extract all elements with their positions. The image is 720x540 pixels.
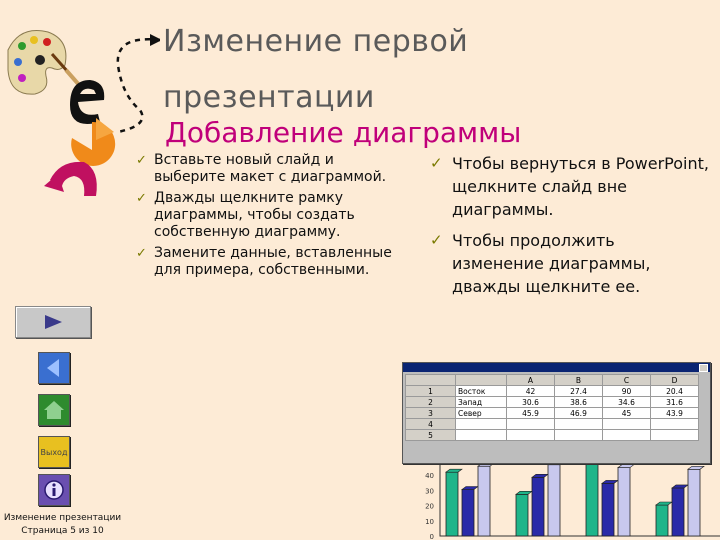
bullet-item: ✓ Вставьте новый слайд и выберите макет с диаграммой. [136, 152, 387, 185]
data-cell[interactable]: 46.9 [555, 408, 603, 419]
y-tick-label: 20 [425, 502, 434, 511]
footer [0, 512, 125, 538]
chart-bar[interactable] [462, 489, 474, 536]
chart-bar-top [516, 491, 532, 494]
chart-bar-top [602, 480, 618, 483]
bullet-item: ✓ Дважды щелкните рамку диаграммы, чтобы создать собственную диаграмму. [136, 190, 355, 240]
bullet-item: ✓ Чтобы продолжить изменение диаграммы, дважды щелкните ее. [430, 231, 651, 296]
checkmark-icon: ✓ [136, 153, 147, 168]
slide-subtitle: Добавление диаграммы [165, 116, 522, 149]
row-number-cell[interactable]: 1 [406, 386, 456, 397]
data-cell[interactable] [555, 430, 603, 441]
chart-bar[interactable] [688, 469, 700, 536]
row-number-cell[interactable]: 3 [406, 408, 456, 419]
datasheet-titlebar[interactable] [403, 363, 710, 372]
title-line-1: Изменение первой [163, 24, 469, 59]
column-header[interactable]: A [507, 375, 555, 386]
title-line-2: презентации [163, 80, 375, 115]
bullet-item: ✓ Чтобы вернуться в PowerPoint, щелкните слайд вне диаграммы. [430, 154, 709, 219]
data-cell[interactable]: 34.6 [603, 397, 651, 408]
datasheet-table[interactable] [405, 374, 699, 441]
chart-bar[interactable] [656, 505, 668, 536]
row-label-cell[interactable] [456, 430, 507, 441]
chart-bar[interactable] [672, 488, 684, 536]
column-header[interactable]: D [651, 375, 699, 386]
table-row[interactable] [406, 419, 699, 430]
table-row[interactable] [406, 408, 699, 419]
data-cell[interactable]: 27.4 [555, 386, 603, 397]
info-button[interactable] [38, 474, 70, 506]
table-row[interactable] [406, 397, 699, 408]
row-label-cell[interactable]: Север [456, 408, 507, 419]
checkmark-icon: ✓ [136, 191, 147, 206]
row-number-cell[interactable]: 2 [406, 397, 456, 408]
data-cell[interactable]: 20.4 [651, 386, 699, 397]
checkmark-icon: ✓ [430, 154, 443, 172]
data-cell[interactable]: 43.9 [651, 408, 699, 419]
column-header[interactable]: C [603, 375, 651, 386]
chart-bar[interactable] [478, 466, 490, 536]
row-label-cell[interactable] [456, 419, 507, 430]
data-cell[interactable]: 30.6 [507, 397, 555, 408]
data-cell[interactable] [603, 419, 651, 430]
data-cell[interactable] [507, 419, 555, 430]
home-button[interactable] [38, 394, 70, 426]
datasheet-header-row [406, 375, 699, 386]
slide-title [163, 14, 468, 126]
chart-bar-top [656, 502, 672, 505]
row-number-cell[interactable]: 5 [406, 430, 456, 441]
exit-button[interactable] [38, 436, 70, 468]
data-cell[interactable] [555, 419, 603, 430]
row-label-cell[interactable]: Восток [456, 386, 507, 397]
table-row[interactable] [406, 386, 699, 397]
info-icon [43, 479, 65, 501]
chart-bar[interactable] [618, 468, 630, 536]
data-cell[interactable] [651, 419, 699, 430]
y-tick-label: 40 [425, 472, 434, 481]
play-button[interactable] [15, 306, 91, 338]
play-icon [42, 314, 64, 330]
data-cell[interactable]: 31.6 [651, 397, 699, 408]
data-cell[interactable] [603, 430, 651, 441]
row-number-cell[interactable]: 4 [406, 419, 456, 430]
data-cell[interactable]: 45 [603, 408, 651, 419]
right-bullet-list [430, 152, 710, 306]
corner-cell[interactable] [406, 375, 456, 386]
checkmark-icon: ✓ [430, 231, 443, 249]
close-icon[interactable] [699, 364, 708, 372]
back-arrow-icon [43, 357, 65, 379]
chart-bar-top [618, 465, 634, 468]
datasheet-window[interactable] [402, 362, 711, 464]
chart-bar[interactable] [446, 472, 458, 536]
row-label-header[interactable] [456, 375, 507, 386]
back-button[interactable] [38, 352, 70, 384]
chart-bar-top [462, 486, 478, 489]
row-label-cell[interactable]: Запад [456, 397, 507, 408]
footer-title: Изменение презентации [3, 513, 122, 523]
chart-bar[interactable] [516, 494, 528, 536]
y-tick-label: 0 [429, 533, 434, 540]
table-row[interactable] [406, 430, 699, 441]
exit-label: Выход [40, 447, 68, 457]
y-tick-label: 10 [425, 517, 434, 526]
chart-bar[interactable] [548, 465, 560, 536]
chart-bar[interactable] [532, 477, 544, 536]
data-cell[interactable]: 42 [507, 386, 555, 397]
chart-bar[interactable] [602, 483, 614, 536]
chart-bar-top [532, 474, 548, 477]
home-icon [43, 399, 65, 421]
page-indicator: Страница 5 из 10 [21, 526, 104, 536]
left-bullet-list [136, 152, 401, 283]
data-cell[interactable]: 38.6 [555, 397, 603, 408]
y-tick-label: 30 [425, 487, 434, 496]
bullet-item: ✓ Замените данные, вставленные для примера, собственными. [136, 245, 392, 278]
chart-bar-top [688, 466, 704, 469]
data-cell[interactable]: 45.9 [507, 408, 555, 419]
chart-bar[interactable] [586, 460, 598, 536]
checkmark-icon: ✓ [136, 246, 147, 261]
data-cell[interactable] [651, 430, 699, 441]
chart-bar-top [672, 485, 688, 488]
data-cell[interactable] [507, 430, 555, 441]
chart-bar-top [446, 469, 462, 472]
column-header[interactable]: B [555, 375, 603, 386]
data-cell[interactable]: 90 [603, 386, 651, 397]
